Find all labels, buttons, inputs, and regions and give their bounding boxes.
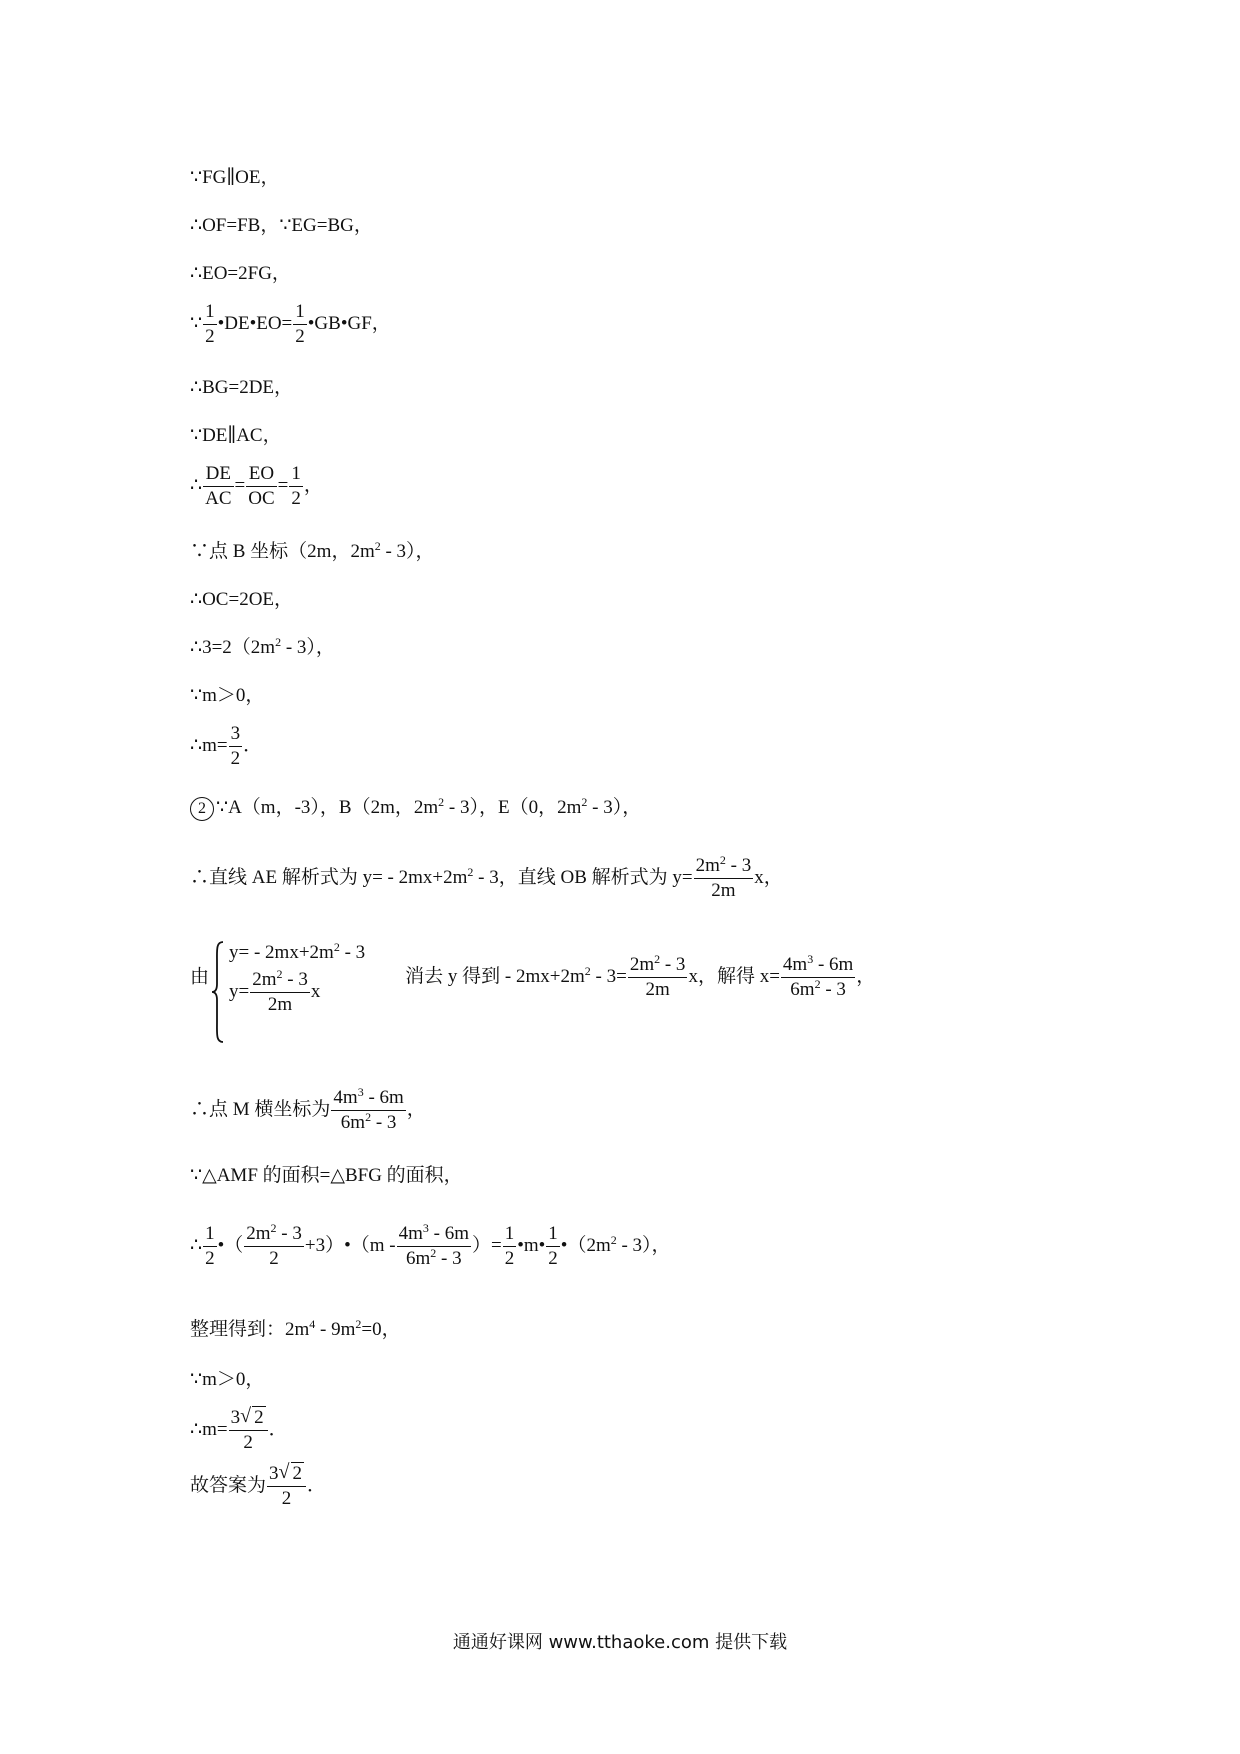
fraction: [246, 462, 276, 511]
fraction: [250, 968, 310, 1017]
denominator: 2: [504, 1248, 515, 1269]
line-text: ，: [406, 1098, 426, 1120]
solution-line: [190, 722, 262, 771]
line-text: 故答案为: [190, 1474, 267, 1496]
line-text: ．: [268, 1418, 288, 1440]
fraction: [289, 462, 303, 511]
line-text: ∵点 B 坐标（2m，2m: [190, 541, 375, 562]
superscript: 2: [276, 967, 283, 981]
superscript: 2: [584, 963, 591, 978]
line-text: ∴点 M 横坐标为: [190, 1098, 331, 1120]
line-text: •（2m: [560, 1234, 611, 1256]
equation-system: [211, 938, 365, 1017]
solution-line: [190, 684, 264, 708]
solution-line: [190, 214, 373, 238]
numerator-part: - 3: [660, 954, 686, 975]
denominator: 2: [295, 326, 305, 347]
superscript: 3: [422, 1221, 429, 1235]
coefficient: 3: [269, 1463, 279, 1484]
superscript: 2: [275, 635, 282, 649]
system-row: [229, 968, 365, 1017]
line-text: ∵m＞0，: [190, 1369, 265, 1390]
square-root: [240, 1406, 266, 1430]
numerator-part: - 3: [725, 855, 752, 876]
numerator: 1: [295, 301, 305, 322]
solution-line: [190, 1368, 264, 1392]
numerator: [267, 1462, 306, 1486]
line-text: ，: [303, 474, 323, 496]
fraction: [267, 1462, 306, 1511]
line-text: - 3），: [616, 1234, 671, 1256]
line-text: =: [234, 474, 246, 496]
numerator-part: - 3: [282, 969, 308, 990]
solution-line: [190, 1164, 463, 1188]
numerator: [244, 1222, 304, 1246]
numerator-part: 2m: [695, 855, 720, 876]
line-text: =: [277, 474, 289, 496]
line-text: 消去 y 得到 - 2mx+2m: [405, 965, 585, 987]
denominator: 2: [244, 1246, 304, 1271]
line-text: y= - 2mx+2m: [229, 942, 334, 963]
denominator: 2m: [628, 977, 688, 1002]
numerator: [250, 968, 310, 992]
page-footer: 通通好课网 www.tthaoke.com 提供下载: [452, 1632, 788, 1653]
numerator-part: 2m: [629, 954, 655, 975]
denominator: 2m: [694, 878, 754, 903]
fraction: [546, 1222, 560, 1271]
numerator: [628, 953, 688, 977]
system-row: [229, 938, 365, 968]
line-text: ∴OF=FB，∵EG=BG，: [190, 215, 373, 236]
line-text: ∵△AMF 的面积=△BFG 的面积，: [190, 1165, 463, 1186]
line-text: - 3），: [380, 541, 435, 562]
fraction: [397, 1222, 471, 1271]
denominator: 2: [205, 326, 215, 347]
line-text: - 3），: [281, 637, 335, 658]
line-text: ∵m＞0，: [190, 685, 265, 706]
line-text: •DE•EO=: [217, 312, 293, 334]
radicand: 2: [254, 1407, 264, 1428]
line-text: ∴3=2（2m: [190, 637, 276, 658]
line-text: ∵FG∥OE，: [190, 167, 280, 188]
numerator: 1: [291, 463, 301, 484]
denominator: OC: [248, 488, 275, 509]
line-text: x: [310, 980, 321, 1002]
numerator: [694, 854, 754, 878]
solution-line: [190, 636, 335, 660]
numerator: [781, 953, 855, 977]
line-text: - 3），E（0，2m: [444, 797, 582, 818]
numerator-part: 2m: [252, 969, 277, 990]
square-root: [279, 1462, 305, 1486]
superscript: 2: [610, 1232, 617, 1247]
superscript: 3: [807, 952, 814, 966]
line-text: ．: [243, 734, 263, 756]
line-text: ∴BG=2DE，: [190, 377, 294, 398]
superscript: 2: [467, 864, 474, 879]
fraction: [203, 300, 217, 349]
radical-sign-icon: √: [278, 1461, 290, 1483]
fraction: [229, 1406, 268, 1455]
solution-line: [190, 376, 293, 400]
denominator-part: - 3: [371, 1112, 397, 1133]
line-text: 整理得到：2m: [190, 1319, 310, 1340]
line-text: - 3，直线 OB 解析式为 y=: [473, 866, 693, 888]
numerator: EO: [248, 463, 275, 484]
numerator-part: - 6m: [813, 954, 854, 975]
denominator-part: - 3: [820, 979, 846, 1000]
denominator: 2: [205, 1248, 215, 1269]
superscript: 2: [333, 940, 340, 954]
fraction: [331, 1086, 405, 1135]
fraction: [781, 953, 855, 1002]
line-text: - 3=: [590, 965, 627, 987]
line-text: - 9m: [315, 1319, 356, 1340]
numerator: DE: [205, 463, 231, 484]
line-text: ∴: [190, 1234, 203, 1256]
superscript: 4: [309, 1317, 316, 1331]
denominator: 2: [267, 1486, 306, 1511]
superscript: 3: [357, 1085, 364, 1099]
coefficient: 3: [230, 1407, 241, 1428]
line-text: ∴直线 AE 解析式为 y= - 2mx+2m: [190, 866, 468, 888]
line-text: +3）•（m -: [304, 1234, 396, 1256]
line-text: - 3），: [587, 797, 642, 818]
solution-line: [190, 300, 391, 349]
line-text: ∴EO=2FG，: [190, 263, 291, 284]
numerator-part: - 3: [276, 1223, 302, 1244]
solution-line: [190, 854, 783, 903]
solution-line: [190, 462, 323, 511]
line-text: x，解得 x=: [688, 965, 780, 987]
fraction: [229, 722, 243, 771]
line-text: ∴OC=2OE，: [190, 589, 294, 610]
fraction: [293, 300, 307, 349]
line-text: ∴: [190, 474, 203, 496]
superscript: 2: [719, 853, 726, 867]
line-text: y=: [229, 980, 250, 1002]
line-text: ∵DE∥AC，: [190, 425, 282, 446]
fraction: [694, 854, 754, 903]
denominator: 2: [229, 1430, 268, 1455]
radical-sign-icon: √: [240, 1405, 252, 1427]
denominator-part: - 3: [436, 1248, 462, 1269]
solution-line: [190, 1462, 326, 1511]
fraction: [628, 953, 688, 1002]
numerator-part: 4m: [782, 954, 808, 975]
fraction: [503, 1222, 517, 1271]
superscript: 2: [438, 795, 445, 809]
superscript: 2: [430, 1246, 437, 1260]
numerator: 3: [230, 723, 241, 744]
denominator: 2m: [250, 992, 310, 1017]
fraction: [203, 1222, 217, 1271]
solution-line: [190, 588, 293, 612]
solution-line: [190, 796, 641, 821]
line-text: ∵: [190, 312, 203, 334]
solution-line: [190, 1406, 288, 1455]
numerator: 1: [548, 1223, 558, 1244]
line-text: x，: [754, 866, 783, 888]
solution-line: [190, 1086, 426, 1135]
solution-line: [190, 424, 282, 448]
numerator: 1: [504, 1223, 515, 1244]
denominator-part: 6m: [405, 1248, 431, 1269]
line-text: ∴m=: [190, 734, 228, 756]
denominator: AC: [205, 488, 232, 509]
line-text: ，: [856, 965, 876, 987]
line-text: ∴m=: [190, 1418, 228, 1440]
superscript: 2: [374, 539, 381, 553]
denominator: [397, 1246, 471, 1271]
denominator-part: 6m: [340, 1112, 366, 1133]
superscript: 2: [365, 1110, 372, 1124]
solution-line: [190, 540, 435, 564]
line-text: - 3: [339, 942, 366, 963]
superscript: 2: [654, 952, 661, 966]
denominator: 2: [230, 748, 241, 769]
line-text: ）=: [471, 1234, 502, 1256]
numerator-part: 4m: [398, 1223, 423, 1244]
numerator: [331, 1086, 405, 1110]
denominator: 2: [291, 488, 301, 509]
line-text: =0，: [361, 1319, 401, 1340]
line-text: •（: [217, 1234, 244, 1256]
numerator: 1: [205, 301, 215, 322]
superscript: 2: [355, 1317, 362, 1331]
denominator: [781, 977, 855, 1002]
numerator-part: - 6m: [428, 1223, 469, 1244]
solution-line: [190, 1318, 401, 1342]
line-text: 由: [190, 966, 210, 988]
line-text: •m•: [517, 1234, 546, 1256]
numerator-part: - 6m: [363, 1087, 404, 1108]
denominator: 2: [548, 1248, 558, 1269]
line-text: ．: [307, 1474, 327, 1496]
radicand: 2: [292, 1463, 303, 1484]
numerator-part: 4m: [333, 1087, 358, 1108]
solution-line: [190, 938, 875, 1017]
numerator: 1: [205, 1223, 215, 1244]
solution-line: [190, 1222, 671, 1271]
denominator: [331, 1110, 405, 1135]
denominator-part: 6m: [790, 979, 815, 1000]
circled-number: 2: [190, 797, 214, 821]
solution-line: [190, 262, 291, 286]
left-brace-icon: [211, 940, 225, 1044]
fraction: [244, 1222, 304, 1271]
superscript: 2: [270, 1221, 277, 1235]
numerator: [229, 1406, 268, 1430]
numerator-part: 2m: [246, 1223, 271, 1244]
line-text: ∵A（m，-3），B（2m，2m: [216, 797, 439, 818]
solution-line: [190, 166, 279, 190]
line-text: •GB•GF，: [307, 312, 391, 334]
fraction: [203, 462, 233, 511]
numerator: [397, 1222, 471, 1246]
superscript: 2: [581, 795, 588, 809]
superscript: 2: [814, 977, 821, 991]
